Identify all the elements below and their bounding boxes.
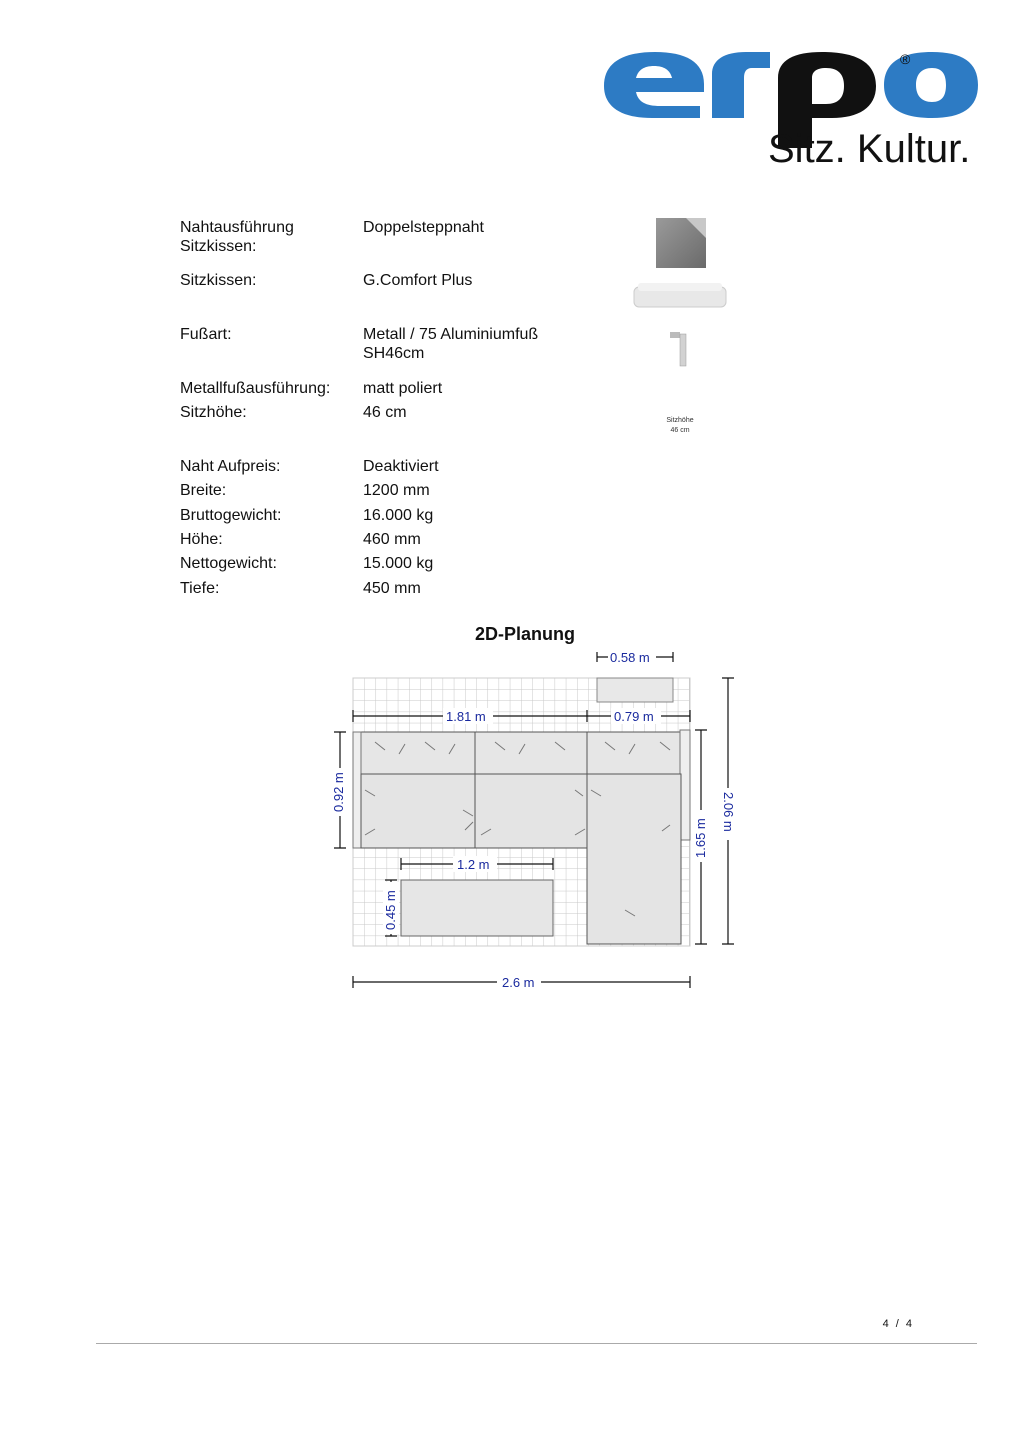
dim-chaise-depth: 1.65 m	[693, 818, 708, 858]
spec-label: Sitzhöhe:	[180, 404, 247, 421]
coffee-table	[401, 880, 553, 936]
spec-value: matt poliert	[363, 380, 443, 397]
spec-value: Doppelsteppnaht	[363, 219, 484, 236]
spec-label: Sitzkissen:	[180, 272, 257, 289]
spec-label: Tiefe:	[180, 580, 220, 597]
floor-plan	[325, 650, 745, 1000]
dim-total-width: 2.6 m	[502, 975, 535, 990]
spec-value: Deaktiviert	[363, 458, 439, 475]
dim-top-small: 0.58 m	[610, 650, 650, 665]
dim-left-width: 1.81 m	[446, 709, 486, 724]
logo-letters	[604, 52, 770, 118]
page-number: 4 / 4	[882, 1318, 914, 1330]
spec-value: 16.000 kg	[363, 507, 434, 524]
spec-label: Nettogewicht:	[180, 555, 277, 572]
footer-divider	[96, 1343, 977, 1344]
seat-height-caption: Sitzhöhe 46 cm	[666, 417, 694, 434]
spec-value: 450 mm	[363, 580, 421, 597]
stitch-swatch	[656, 218, 706, 268]
top-element	[597, 678, 673, 702]
left-armrest	[353, 732, 361, 848]
logo-tagline: Sitz. Kultur.	[768, 127, 971, 171]
spec-value: 1200 mm	[363, 482, 430, 499]
spec-label: Nahtausführung Sitzkissen:	[180, 219, 294, 255]
seat-left	[361, 774, 475, 848]
spec-value: G.Comfort Plus	[363, 272, 473, 289]
spec-label: Höhe:	[180, 531, 223, 548]
spec-value: 46 cm	[363, 404, 407, 421]
chaise-longue	[587, 774, 681, 944]
spec-label: Metallfußausführung:	[180, 380, 331, 397]
spec-value: 460 mm	[363, 531, 421, 548]
dim-table-depth: 0.45 m	[383, 890, 398, 930]
registered-mark: ®	[900, 51, 911, 67]
dim-table-width: 1.2 m	[457, 857, 490, 872]
sofa-back	[359, 732, 683, 774]
dim-right-width: 0.79 m	[614, 709, 654, 724]
spec-value: 15.000 kg	[363, 555, 434, 572]
foot-image	[668, 330, 690, 368]
logo-letter-o	[884, 52, 978, 118]
spec-label: Breite:	[180, 482, 227, 499]
spec-label: Fußart:	[180, 326, 232, 343]
dim-total-depth: 2.06 m	[721, 792, 736, 832]
seat-middle	[475, 774, 587, 848]
spec-label: Bruttogewicht:	[180, 507, 282, 524]
spec-value: Metall / 75 Aluminiumfuß SH46cm	[363, 326, 539, 362]
erpo-logo	[600, 48, 980, 178]
plan-title: 2D-Planung	[474, 624, 575, 644]
dim-left-depth: 0.92 m	[331, 772, 346, 812]
cushion-image	[632, 281, 728, 311]
spec-label: Naht Aufpreis:	[180, 458, 281, 475]
